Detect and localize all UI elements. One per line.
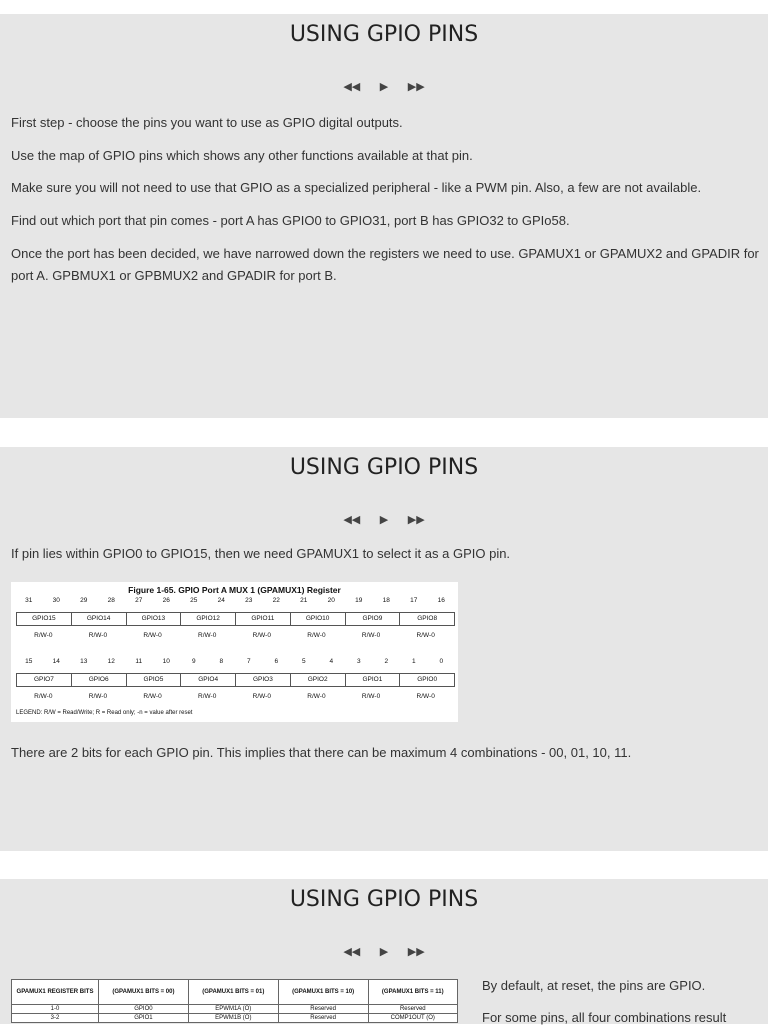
lower-bit-numbers-item: 8 (219, 658, 224, 665)
slide-controls (0, 945, 768, 958)
lower-bit-numbers-item: 6 (274, 658, 279, 665)
lower-field-row-item: GPIO6 (72, 674, 127, 686)
upper-bit-numbers-item: 18 (382, 597, 390, 604)
lower-access-row-item: R/W-0 (88, 693, 108, 700)
side-paragraph: For some pins, all four combinations result (482, 1010, 727, 1025)
table-cell: COMP1OUT (O) (368, 1014, 457, 1023)
upper-bit-numbers-item: 21 (300, 597, 308, 604)
lower-bit-numbers-item: 0 (439, 658, 444, 665)
lower-bit-numbers-item: 11 (135, 658, 143, 665)
upper-field-row-item: GPIO9 (346, 613, 401, 625)
upper-field-row-item: GPIO12 (181, 613, 236, 625)
gpamux1-table (11, 979, 458, 1023)
upper-bit-numbers-item: 27 (135, 597, 143, 604)
table-cell: EPWM1A (O) (188, 1005, 278, 1014)
upper-access-row-item: R/W-0 (34, 632, 53, 639)
upper-field-row-item: GPIO15 (17, 613, 72, 625)
slide-title: USING GPIO PINS (289, 887, 479, 912)
upper-bit-numbers-item: 19 (355, 597, 363, 604)
upper-field-row-item: GPIO14 (72, 613, 127, 625)
lower-access-row-item: R/W-0 (34, 693, 53, 700)
lower-access-row-item: R/W-0 (361, 693, 381, 700)
paragraph: Make sure you will not need to use that GPIO as a specialized peripheral - like a PWM pin. Also, a few are not available. (11, 180, 702, 195)
lower-field-row-item: GPIO0 (417, 676, 438, 683)
table-cell: Reserved (278, 1005, 368, 1014)
rewind-icon[interactable]: ◀◀ (343, 945, 361, 958)
table-header-row (12, 980, 458, 1005)
upper-field-row-item: GPIO11 (236, 613, 291, 625)
register-figure (11, 582, 458, 722)
lower-bit-numbers-item: 14 (52, 658, 60, 665)
table-cell: Reserved (368, 1005, 457, 1014)
lower-bit-numbers-item: 7 (246, 658, 251, 665)
upper-access-row-item: R/W-0 (88, 632, 108, 639)
lower-bit-numbers (15, 658, 455, 665)
upper-bit-numbers-item: 29 (80, 597, 88, 604)
table-header: (GPAMUX1 BITS = 11) (368, 980, 457, 1005)
table-cell: EPWM1B (O) (188, 1014, 278, 1023)
upper-field-row-item: GPIO8 (417, 615, 438, 622)
paragraph: Find out which port that pin comes - port A has GPIO0 to GPIO31, port B has GPIO32 to GPIo58. (11, 213, 570, 228)
lower-access-row (16, 693, 453, 700)
upper-bit-numbers-item: 24 (217, 597, 225, 604)
slide-controls (0, 513, 768, 526)
upper-access-row-item: R/W-0 (361, 632, 381, 639)
lower-bit-numbers-item: 9 (191, 658, 196, 665)
play-icon[interactable]: ▶ (379, 513, 389, 526)
lower-field-row-item: GPIO1 (346, 674, 401, 686)
slide-title: USING GPIO PINS (289, 22, 479, 47)
table-cell: 1-0 (12, 1005, 99, 1014)
slide-2 (0, 447, 768, 851)
lower-access-row-item: R/W-0 (307, 693, 326, 700)
upper-bit-numbers-item: 23 (245, 597, 253, 604)
lower-bit-numbers-item: 13 (80, 658, 88, 665)
upper-bit-numbers-item: 25 (190, 597, 198, 604)
slide-controls (0, 80, 768, 93)
upper-field-row (16, 612, 455, 626)
fast-forward-icon[interactable]: ▶▶ (407, 513, 425, 526)
upper-bit-numbers-item: 26 (162, 597, 170, 604)
upper-access-row-item: R/W-0 (143, 632, 162, 639)
upper-bit-numbers-item: 20 (327, 597, 335, 604)
lower-bit-numbers-item: 1 (411, 658, 416, 665)
lower-field-row (16, 673, 455, 687)
upper-bit-numbers-item: 22 (272, 597, 280, 604)
lower-field-row-item: GPIO4 (181, 674, 236, 686)
lower-access-row-item: R/W-0 (198, 693, 217, 700)
play-icon[interactable]: ▶ (379, 80, 389, 93)
lower-field-row-item: GPIO5 (127, 674, 182, 686)
rewind-icon[interactable]: ◀◀ (343, 80, 361, 93)
paragraph: There are 2 bits for each GPIO pin. This implies that there can be maximum 4 combinations - 00, 01, 10, 11. (11, 745, 632, 760)
lower-bit-numbers-item: 12 (107, 658, 115, 665)
upper-field-row-item: GPIO10 (291, 613, 346, 625)
lower-access-row-item: R/W-0 (143, 693, 162, 700)
table-cell: GPIO0 (99, 1005, 189, 1014)
lower-field-row-item: GPIO2 (291, 674, 346, 686)
lower-field-row-item: GPIO3 (236, 674, 291, 686)
paragraph: Once the port has been decided, we have narrowed down the registers we need to use. GPAMUX1 or GPAMUX2 and GPADIR for port A. GPBMUX1 or GPBMUX2 and GPADIR for port B. (11, 246, 759, 283)
lower-bit-numbers-item: 15 (25, 658, 33, 665)
table-cell: GPIO1 (99, 1014, 189, 1023)
lower-bit-numbers-item: 2 (384, 658, 389, 665)
table-row (12, 1005, 458, 1014)
table-cell: 3-2 (12, 1014, 99, 1023)
upper-access-row-item: R/W-0 (252, 632, 271, 639)
figure-legend: LEGEND: R/W = Read/Write; R = Read only; -n = value after reset (16, 710, 193, 716)
paragraph: First step - choose the pins you want to use as GPIO digital outputs. (11, 115, 403, 130)
lower-field-row-item: GPIO7 (17, 674, 72, 686)
lower-bit-numbers-item: 5 (301, 658, 306, 665)
play-icon[interactable]: ▶ (379, 945, 389, 958)
lower-access-row-item: R/W-0 (416, 693, 435, 700)
table-header: GPAMUX1 REGISTER BITS (12, 980, 99, 1005)
upper-bit-numbers-item: 31 (25, 597, 33, 604)
upper-field-row-item: GPIO13 (127, 613, 182, 625)
lower-access-row-item: R/W-0 (252, 693, 271, 700)
lower-bit-numbers-item: 4 (329, 658, 334, 665)
table-header: (GPAMUX1 BITS = 00) (99, 980, 189, 1005)
rewind-icon[interactable]: ◀◀ (343, 513, 361, 526)
fast-forward-icon[interactable]: ▶▶ (407, 945, 425, 958)
slide-3 (0, 879, 768, 1024)
lower-bit-numbers-item: 10 (162, 658, 170, 665)
fast-forward-icon[interactable]: ▶▶ (407, 80, 425, 93)
upper-access-row-item: R/W-0 (198, 632, 217, 639)
upper-bit-numbers (15, 597, 455, 604)
side-paragraph: By default, at reset, the pins are GPIO. (482, 978, 706, 993)
table-row (12, 1014, 458, 1023)
slide-1 (0, 14, 768, 418)
figure-title: Figure 1-65. GPIO Port A MUX 1 (GPAMUX1) Register (128, 585, 341, 595)
slide-title: USING GPIO PINS (289, 455, 479, 480)
upper-bit-numbers-item: 30 (52, 597, 60, 604)
lower-bit-numbers-item: 3 (356, 658, 361, 665)
upper-bit-numbers-item: 28 (107, 597, 115, 604)
upper-access-row-item: R/W-0 (416, 632, 435, 639)
upper-access-row (16, 632, 453, 639)
upper-bit-numbers-item: 16 (437, 597, 445, 604)
upper-access-row-item: R/W-0 (307, 632, 326, 639)
upper-bit-numbers-item: 17 (410, 597, 418, 604)
table-cell: Reserved (278, 1014, 368, 1023)
paragraph: If pin lies within GPIO0 to GPIO15, then we need GPAMUX1 to select it as a GPIO pin. (11, 546, 511, 561)
table-header: (GPAMUX1 BITS = 01) (188, 980, 278, 1005)
table-header: (GPAMUX1 BITS = 10) (278, 980, 368, 1005)
paragraph: Use the map of GPIO pins which shows any other functions available at that pin. (11, 148, 473, 163)
